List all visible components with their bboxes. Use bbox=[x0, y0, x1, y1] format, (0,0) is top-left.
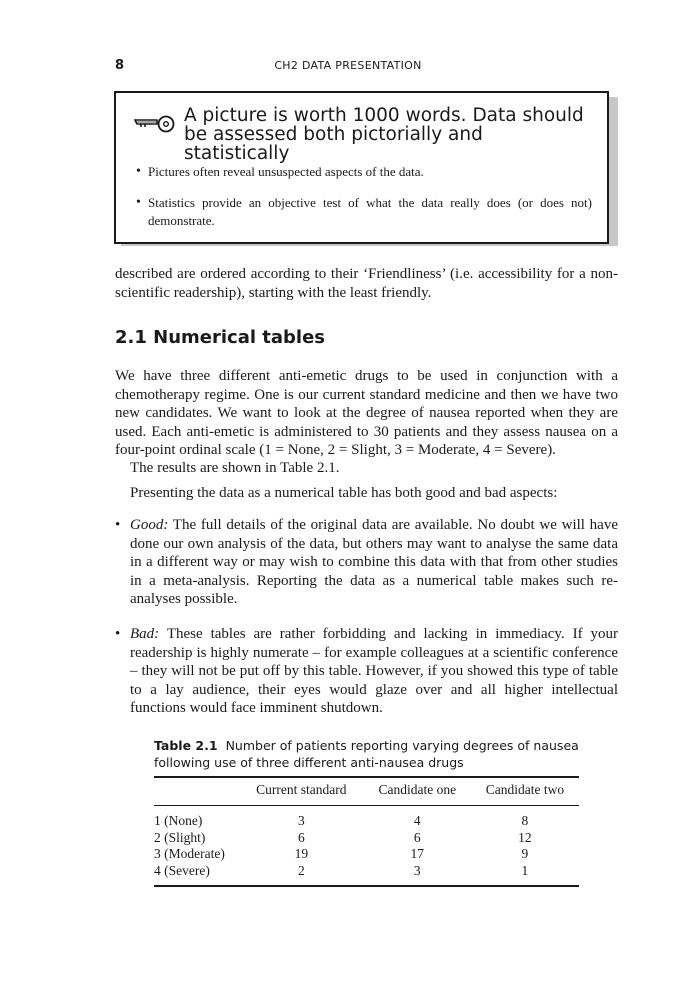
key-point: • Pictures often reveal unsuspected aspects of the data. bbox=[136, 163, 592, 181]
key-box-heading: A picture is worth 1000 words. Data should be assessed both pictorially and statistically bbox=[184, 105, 584, 164]
key-point: • Statistics provide an objective test of what the data really does (or does not) demonstrate. bbox=[136, 194, 592, 230]
body-paragraph: Presenting the data as a numerical table has both good and bad aspects: bbox=[130, 485, 558, 501]
nausea-table bbox=[154, 776, 579, 887]
table-caption-text: Number of patients reporting varying degrees of nausea following use of three different anti-nausea drugs bbox=[154, 738, 579, 770]
body-paragraph: The results are shown in Table 2.1. bbox=[130, 460, 340, 476]
aspects-list bbox=[115, 516, 618, 609]
list-item-term: Good: bbox=[130, 517, 169, 533]
table-cell: 17 bbox=[410, 846, 425, 861]
key-icon bbox=[133, 113, 177, 133]
row-label: 4 (Severe) bbox=[154, 862, 210, 878]
aspects-list bbox=[115, 625, 618, 718]
row-label: 2 (Slight) bbox=[154, 829, 206, 845]
list-item-term: Bad: bbox=[130, 626, 160, 642]
table-cell: 6 bbox=[297, 829, 305, 845]
table-cell: 4 bbox=[413, 813, 421, 828]
table-label: Table 2.1 bbox=[154, 738, 218, 753]
intro-paragraph: described are ordered according to their ‘Friendliness’ (i.e. accessibility for a non-scientific readership), starting with the least friendly. bbox=[115, 266, 618, 301]
page-number: 8 bbox=[115, 58, 125, 73]
body-paragraph: We have three different anti-emetic drugs to be used in conjunction with a chemotherapy regime. One is our current standard medicine and then we have two new candidates. We want to look at the degree of nausea reported when they are used. Each anti-emetic is administered to 30 patients and they assess nausea on a four-point ordinal scale (1 = None, 2 = Slight, 3 = Moderate, 4 = Severe). bbox=[115, 368, 618, 459]
table-cell: 8 bbox=[521, 813, 529, 828]
column-header: Candidate one bbox=[378, 782, 457, 797]
list-item-text: These tables are rather forbidding and lacking in immediacy. If your readership is highly numerate – for example colleagues at a scientific conference – they will not be put off by this table. However, if you showed this type of table to a lay audience, their eyes would glaze over and all higher intellectual functions would face imminent shutdown. bbox=[130, 626, 618, 717]
running-head: CH2 DATA PRESENTATION bbox=[274, 59, 422, 72]
column-header: Current standard bbox=[256, 782, 347, 797]
table-cell: 9 bbox=[521, 846, 529, 861]
row-label: 3 (Moderate) bbox=[154, 846, 225, 861]
table-cell: 2 bbox=[297, 862, 305, 878]
table-cell: 1 bbox=[521, 862, 529, 878]
table-cell: 19 bbox=[294, 846, 309, 861]
table-header-row bbox=[154, 777, 579, 806]
row-label: 1 (None) bbox=[154, 813, 203, 828]
table-cell: 3 bbox=[297, 813, 305, 828]
table-row bbox=[154, 863, 579, 887]
list-item bbox=[115, 516, 618, 609]
table-row bbox=[154, 830, 579, 847]
table-cell: 6 bbox=[413, 829, 421, 845]
list-item bbox=[115, 625, 618, 718]
table-caption bbox=[154, 737, 584, 771]
section-heading: 2.1 Numerical tables bbox=[115, 327, 326, 348]
table-cell: 12 bbox=[518, 829, 532, 845]
table-cell: 3 bbox=[413, 862, 421, 878]
key-points-box bbox=[114, 91, 609, 244]
table-row bbox=[154, 806, 579, 830]
table-row bbox=[154, 846, 579, 863]
column-header bbox=[154, 777, 239, 806]
key-box-list bbox=[136, 163, 592, 243]
column-header: Candidate two bbox=[485, 782, 565, 797]
list-item-text: The full details of the original data are available. No doubt we will have done our own analysis of the data, but others may want to analyse the same data in a different way or may wish to combine this data with that from other studies in a meta-analysis. Reporting the data as a numerical table makes such re-analyses possible. bbox=[130, 517, 618, 608]
